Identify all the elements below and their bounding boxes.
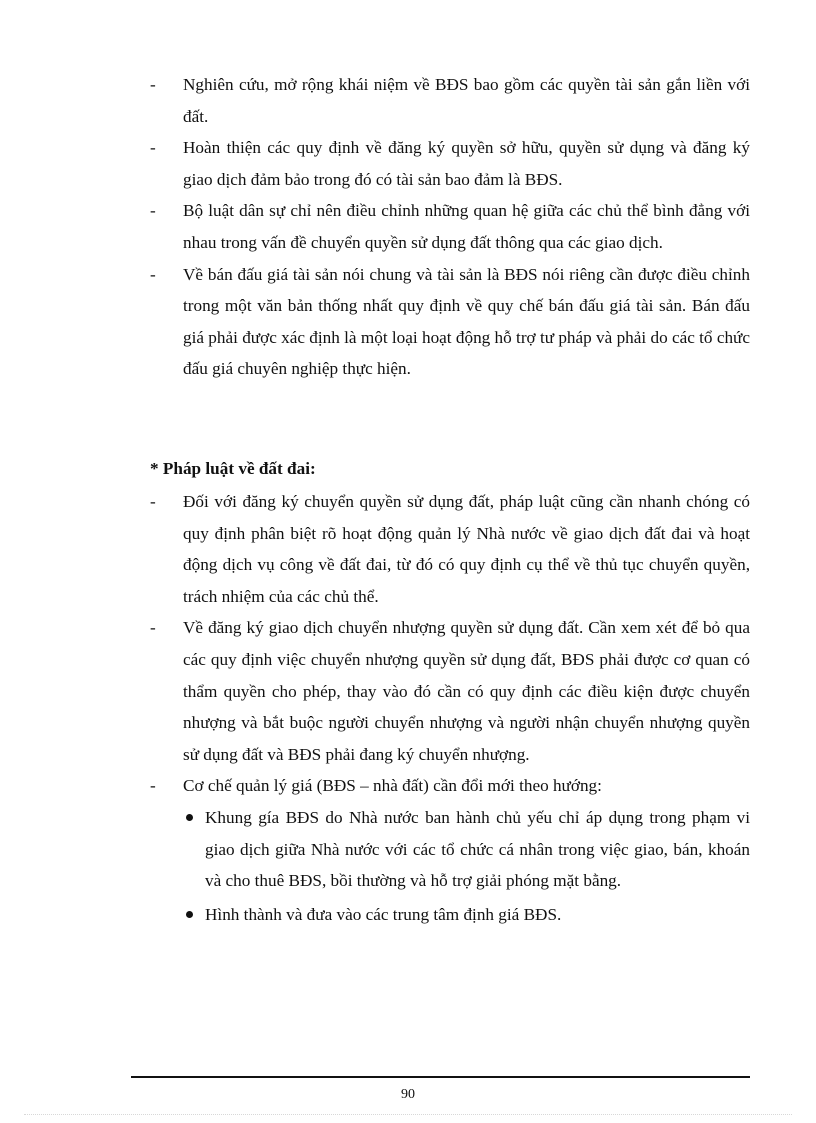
section1-list	[150, 69, 750, 385]
dash-marker: -	[150, 492, 156, 511]
dash-marker: -	[150, 138, 156, 158]
list-item	[150, 486, 750, 612]
page-edge-dotted-line	[24, 1114, 792, 1115]
bullet-list-container	[150, 802, 750, 930]
section-heading: * Pháp luật về đất đai:	[150, 459, 316, 478]
list-item	[150, 132, 750, 195]
list-item	[150, 195, 750, 258]
list-item	[150, 69, 750, 132]
list-item-text: Bộ luật dân sự chỉ nên điều chỉnh những quan hệ giữa các chủ thể bình đẳng với nhau trong vấn đề chuyển quyền sử dụng đất thông qua các giao dịch.	[183, 201, 750, 252]
list-item	[150, 259, 750, 385]
list-item-text: Về đăng ký giao dịch chuyển nhượng quyền sử dụng đất. Cần xem xét để bỏ qua các quy định việc chuyển nhượng quyền sử dụng đất, BĐS phải được cơ quan có thẩm quyền cho phép, thay vào đó cần có quy định các điều kiện được chuyển nhượng và bắt buộc người chuyển nhượng và người nhận chuyển nhượng quyền sử dụng đất và BĐS phải đang ký chuyển nhượng.	[183, 618, 750, 764]
footer-divider	[131, 1076, 750, 1078]
bullet-item	[183, 802, 750, 897]
list-item-text: Về bán đấu giá tài sản nói chung và tài sản là BĐS nói riêng cần được điều chỉnh trong một văn bản thống nhất quy định về quy chế bán đấu giá tài sản. Bán đấu giá phải được xác định là một loại hoạt động hỗ trợ tư pháp và phải do các tổ chức đấu giá chuyên nghiệp thực hiện.	[183, 264, 750, 379]
list-item-text: Đối với đăng ký chuyển quyền sử dụng đất, pháp luật cũng cần nhanh chóng có quy định phân biệt rõ hoạt động quản lý Nhà nước về giao dịch đất đai và hoạt động dịch vụ công về đất đai, từ đó có quy định cụ thể về thủ tục chuyển quyền, trách nhiệm của các chủ thể.	[183, 492, 750, 606]
bullet-dot-icon	[186, 814, 193, 821]
bullet-item-text: Khung gía BĐS do Nhà nước ban hành chủ yếu chỉ áp dụng trong phạm vi giao dịch giữa Nhà nước với các tổ chức cá nhân trong việc giao, bán, khoán và cho thuê BĐS, bồi thường và hỗ trợ giải phóng mặt bằng.	[205, 807, 750, 891]
dash-marker: -	[150, 264, 156, 284]
bullet-list	[150, 802, 750, 930]
bullet-item	[183, 899, 750, 931]
dash-marker: -	[150, 75, 156, 94]
bullet-item-text: Hình thành và đưa vào các trung tâm định giá BĐS.	[205, 904, 562, 924]
bullet-dot-icon	[186, 911, 193, 918]
section2-list	[150, 486, 750, 930]
page-number: 90	[401, 1087, 415, 1102]
list-item-text: Hoàn thiện các quy định về đăng ký quyền sở hữu, quyền sử dụng và đăng ký giao dịch đảm bảo trong đó có tài sản bao đảm là BĐS.	[183, 138, 750, 189]
list-item-text: Cơ chế quản lý giá (BĐS – nhà đất) cần đổi mới theo hướng:	[183, 776, 602, 796]
list-item	[150, 612, 750, 770]
dash-marker: -	[150, 618, 156, 638]
dash-marker: -	[150, 776, 156, 796]
list-item	[150, 770, 750, 802]
dash-marker: -	[150, 201, 156, 221]
list-item-text: Nghiên cứu, mở rộng khái niệm về BĐS bao gồm các quyền tài sản gắn liền với đất.	[183, 75, 750, 126]
